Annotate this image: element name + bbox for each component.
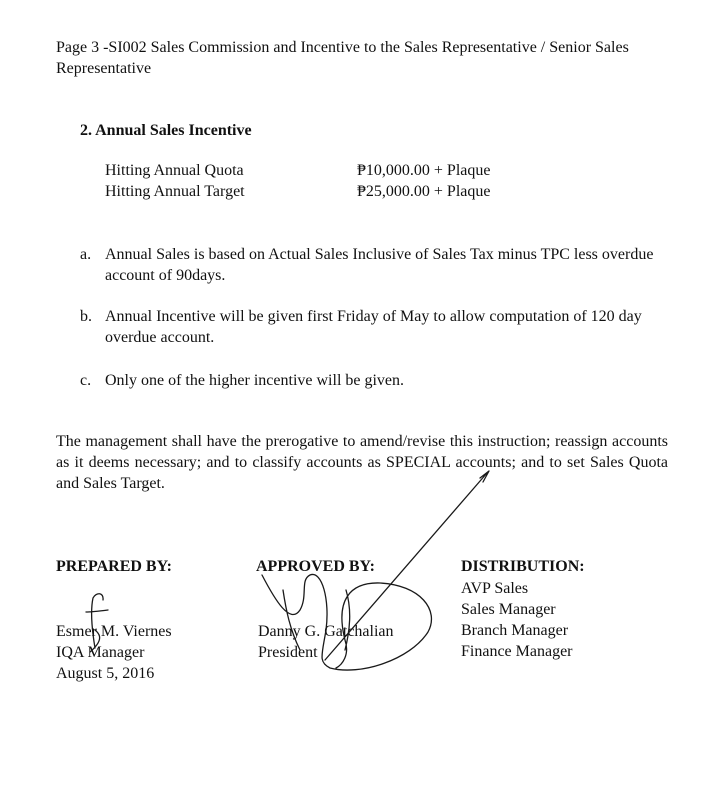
incentive-label: Hitting Annual Quota bbox=[105, 162, 244, 179]
note-letter: b. bbox=[80, 308, 92, 325]
note-item bbox=[80, 306, 680, 348]
prepared-date: August 5, 2016 bbox=[56, 665, 155, 682]
note-text: Only one of the higher incentive will be given. bbox=[105, 372, 405, 389]
note-item bbox=[80, 244, 680, 286]
prepared-name: Esmer M. Viernes bbox=[56, 623, 172, 640]
distribution-item: Finance Manager bbox=[461, 643, 573, 660]
note-text: Annual Incentive will be given first Friday of May to allow computation of 120 day overdue account. bbox=[105, 308, 642, 346]
note-letter: a. bbox=[80, 246, 92, 263]
incentive-value: ₱10,000.00 + Plaque bbox=[357, 162, 491, 179]
management-paragraph: The management shall have the prerogative to amend/revise this instruction; reassign accounts as it deems necessary; and to classify accounts as SPECIAL accounts; and to set Sales Quota and Sales Target. bbox=[56, 433, 668, 492]
note-item bbox=[80, 370, 680, 391]
approved-name: Danny G. Gatchalian bbox=[258, 623, 394, 640]
distribution-item: Sales Manager bbox=[461, 601, 556, 618]
approved-heading: APPROVED BY: bbox=[256, 558, 375, 575]
page-header: Page 3 -SI002 Sales Commission and Incentive to the Sales Representative / Senior Sales Representative bbox=[56, 39, 629, 77]
distribution-heading: DISTRIBUTION: bbox=[461, 558, 585, 575]
distribution-item: Branch Manager bbox=[461, 622, 569, 639]
approved-title: President bbox=[258, 644, 318, 661]
note-letter: c. bbox=[80, 372, 92, 389]
distribution-item: AVP Sales bbox=[461, 580, 529, 597]
incentive-label: Hitting Annual Target bbox=[105, 183, 245, 200]
incentive-value: ₱25,000.00 + Plaque bbox=[357, 183, 491, 200]
prepared-heading: PREPARED BY: bbox=[56, 558, 173, 575]
note-text: Annual Sales is based on Actual Sales Inclusive of Sales Tax minus TPC less overdue account of 90days. bbox=[105, 246, 654, 284]
section-title: 2. Annual Sales Incentive bbox=[80, 122, 252, 139]
prepared-title: IQA Manager bbox=[56, 644, 145, 661]
